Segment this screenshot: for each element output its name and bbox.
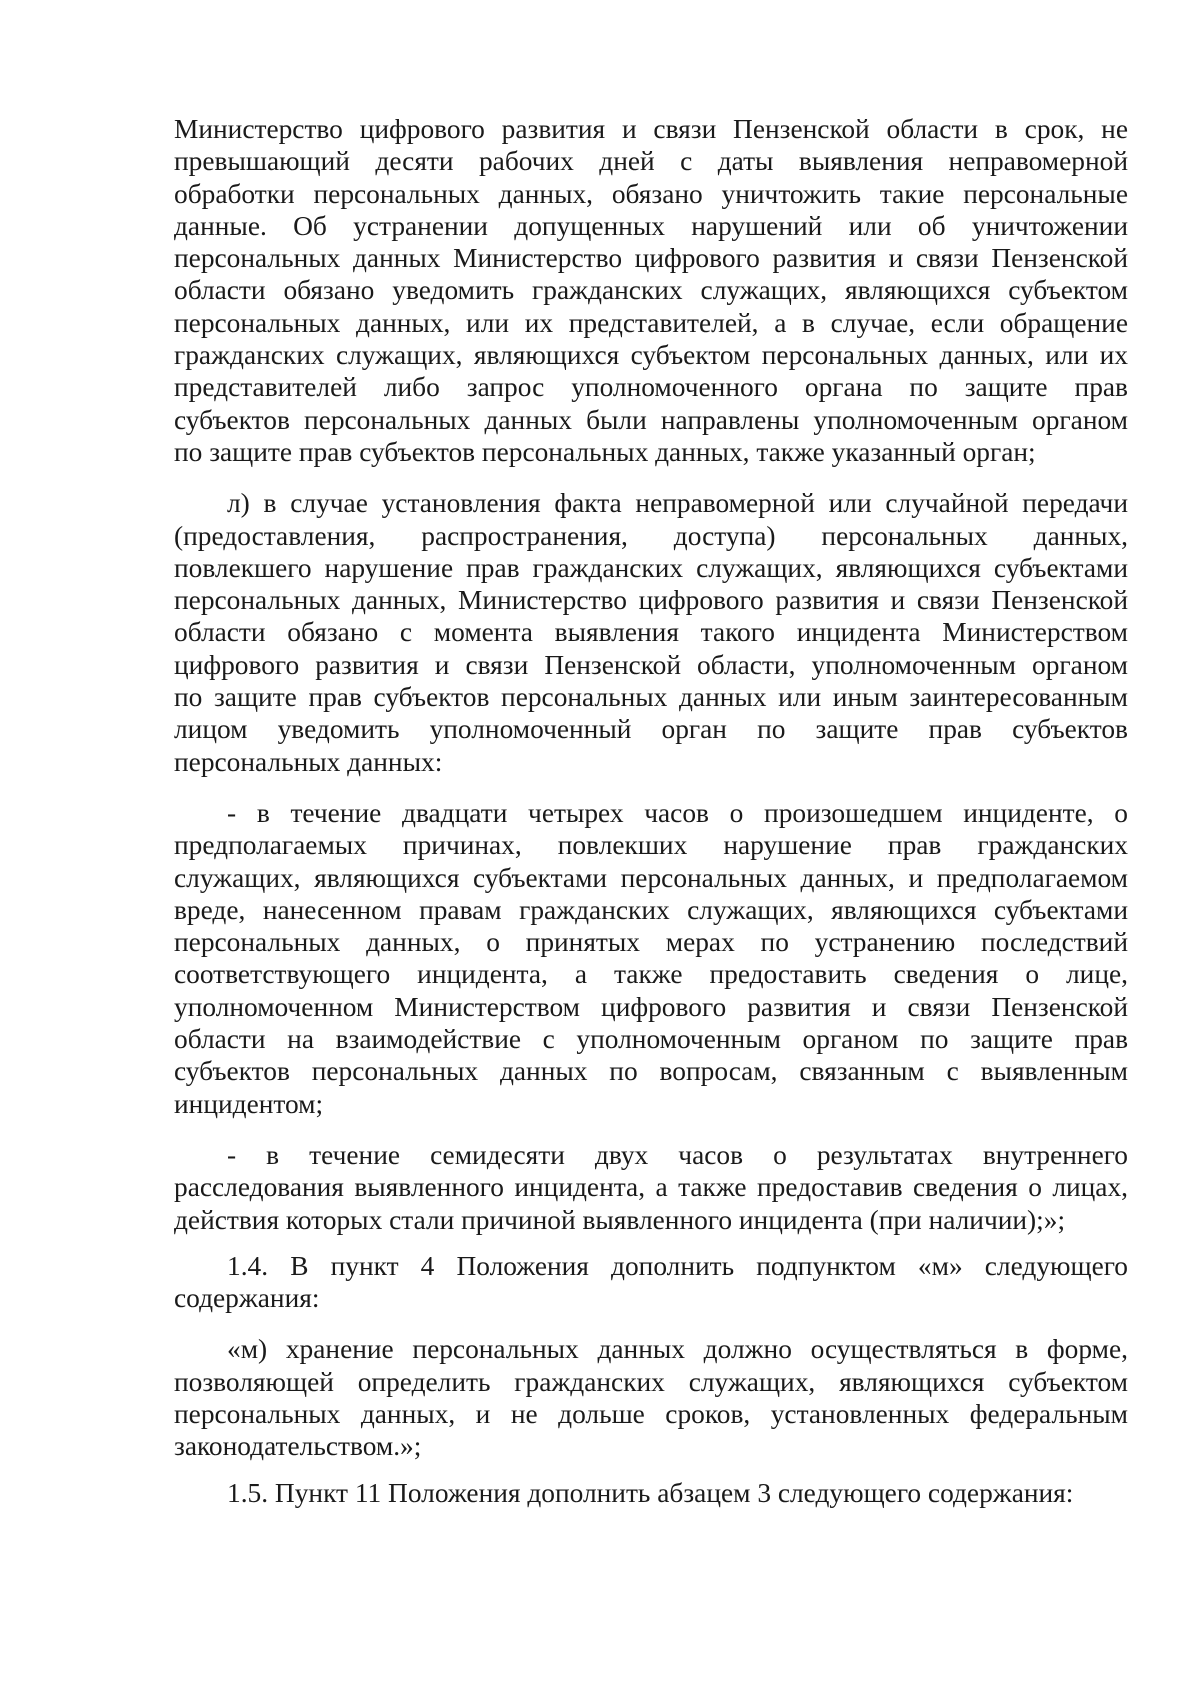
paragraph-spacer [174,468,1128,487]
text-line: соответствующего инцидента, а также предоставить сведения о лице, [174,959,1128,990]
document-body [174,113,1128,1509]
paragraph-dash-72h [174,1139,1128,1236]
text-line: персональных данных, и не дольше сроков, установленных федеральным [174,1398,1128,1429]
text-line: области обязано уведомить гражданских служащих, являющихся субъектом [174,275,1128,306]
paragraph-spacer [174,1463,1128,1477]
paragraph-continuation [174,113,1128,468]
text-line: персональных данных, или их представителей, а в случае, если обращение [174,307,1128,338]
text-line: предполагаемых причинах, повлекших нарушение прав гражданских [174,830,1128,861]
text-line: 1.5. Пункт 11 Положения дополнить абзацем 3 следующего содержания: [227,1477,1074,1508]
text-line: персональных данных Министерство цифрового развития и связи Пензенской [174,243,1128,274]
text-line: 1.4. В пункт 4 Положения дополнить подпунктом «м» следующего [227,1250,1128,1281]
text-line: персональных данных: [174,746,443,777]
text-line: уполномоченном Министерством цифрового развития и связи Пензенской [174,991,1128,1022]
paragraph-spacer [174,1120,1128,1139]
text-line: по защите прав субъектов персональных данных, также указанный орган; [174,436,1036,467]
text-line: данные. Об устранении допущенных нарушений или об уничтожении [174,210,1128,241]
text-line: повлекшего нарушение прав гражданских служащих, являющихся субъектами [174,552,1128,583]
text-line: - в течение семидесяти двух часов о результатах внутреннего [227,1139,1128,1170]
text-line: области обязано с момента выявления такого инцидента Министерством [174,617,1128,648]
text-line: цифрового развития и связи Пензенской области, уполномоченным органом [174,649,1128,680]
paragraph-point-1-5 [174,1477,1128,1509]
text-line: представителей либо запрос уполномоченного органа по защите прав [174,372,1128,403]
text-line: обработки персональных данных, обязано уничтожить такие персональные [174,178,1128,209]
text-line: превышающий десяти рабочих дней с даты выявления неправомерной [174,146,1128,177]
text-line: субъектов персональных данных были направлены уполномоченным органом [174,404,1128,435]
text-line: вреде, нанесенном правам гражданских служащих, являющихся субъектами [174,894,1128,925]
text-line: действия которых стали причиной выявленного инцидента (при наличии);»; [174,1204,1066,1235]
text-line: л) в случае установления факта неправомерной или случайной передачи [227,488,1128,519]
text-line: расследования выявленного инцидента, а также предоставив сведения о лицах, [174,1172,1128,1203]
text-line: области на взаимодействие с уполномоченным органом по защите прав [174,1024,1128,1055]
text-line: гражданских служащих, являющихся субъектом персональных данных, или их [174,340,1128,371]
text-line: субъектов персональных данных по вопросам, связанным с выявленным [174,1056,1128,1087]
paragraph-spacer [174,1314,1128,1333]
paragraph-spacer [174,1236,1128,1250]
paragraph-spacer [174,778,1128,797]
text-line: по защите прав субъектов персональных данных или иным заинтересованным [174,682,1128,713]
text-line: лицом уведомить уполномоченный орган по защите прав субъектов [174,714,1128,745]
text-line: служащих, являющихся субъектами персональных данных, и предполагаемом [174,862,1128,893]
paragraph-item-l [174,487,1128,778]
text-line: содержания: [174,1283,320,1314]
text-line: персональных данных, о принятых мерах по устранению последствий [174,927,1128,958]
paragraph-dash-24h [174,797,1128,1120]
text-line: инцидентом; [174,1088,324,1119]
paragraph-item-m [174,1333,1128,1462]
text-line: - в течение двадцати четырех часов о произошедшем инциденте, о [227,797,1128,828]
text-line: Министерство цифрового развития и связи Пензенской области в срок, не [174,114,1128,144]
text-line: (предоставления, распространения, доступа) персональных данных, [174,520,1128,551]
text-line: позволяющей определить гражданских служащих, являющихся субъектом [174,1366,1128,1397]
text-line: законодательством.»; [174,1431,422,1462]
text-line: персональных данных, Министерство цифрового развития и связи Пензенской [174,585,1128,616]
paragraph-point-1-4 [174,1250,1128,1315]
text-line: «м) хранение персональных данных должно осуществляться в форме, [227,1334,1128,1365]
